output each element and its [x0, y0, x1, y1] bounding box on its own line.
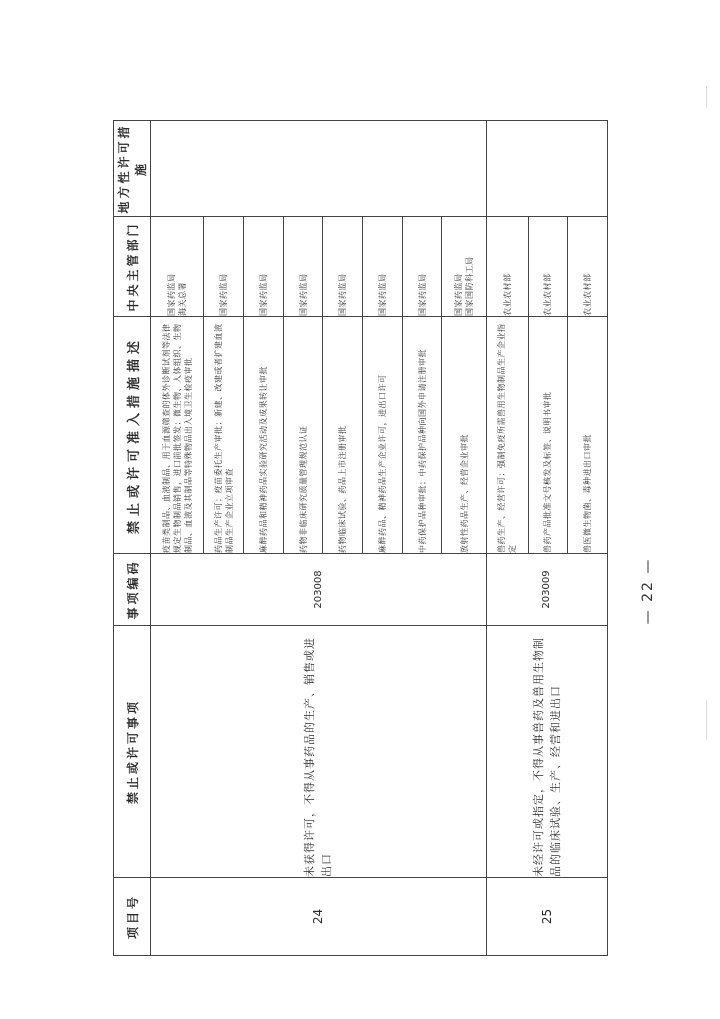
measure-cell: 兽医微生物菌、毒种进出口审批 — [568, 317, 608, 554]
header-item-name: 禁止或许可事项 — [114, 626, 151, 878]
department-cell: 农业农村部 — [528, 217, 568, 317]
department-cell: 国家药监局 — [402, 217, 442, 317]
measure-cell: 药物非临床研究质量管理规范认证 — [283, 317, 323, 554]
item-no-24: 24 — [151, 878, 487, 956]
header-local-measure: 地方性许可措施 — [114, 121, 151, 217]
measure-cell: 疫苗类制品、血液制品、用于血源筛查的体外诊断试剂等法律规定生物制品销售，进口前批签发；微生物、人体组织、生物制品、血液及其制品等特殊物品出入境卫生检疫审批 — [151, 317, 204, 554]
department-cell — [151, 217, 204, 317]
measure-cell: 药品生产许可；疫苗委托生产审批；新建、改建或者扩建血液制品生产企业立项审查 — [204, 317, 244, 554]
item-no-25: 25 — [486, 878, 607, 956]
header-item-code: 事项编码 — [114, 554, 151, 626]
measure-cell: 兽药生产、经营许可；强制免疫所需兽用生物制品生产企业指定 — [486, 317, 528, 554]
header-department: 中央主管部门 — [114, 217, 151, 317]
department-cell: 农业农村部 — [486, 217, 528, 317]
local-measure-24 — [151, 121, 487, 217]
local-measure-25 — [486, 121, 607, 217]
measure-cell: 中药保护品种审批；中药保护品种向国外申请注册审批 — [402, 317, 442, 554]
table-row — [486, 121, 528, 956]
department-cell: 国家药监局 — [283, 217, 323, 317]
permit-table — [113, 120, 608, 956]
scan-edge-mark — [706, 86, 707, 108]
department-cell: 国家药监局 — [363, 217, 403, 317]
department-cell: 农业农村部 — [568, 217, 608, 317]
measure-cell: 麻醉药品、精神药品生产企业许可，进出口许可 — [363, 317, 403, 554]
measure-cell: 药物临床试验、药品上市注册审批 — [323, 317, 363, 554]
measure-cell: 麻醉药品和精神药品实验研究活动及成果转让审批 — [243, 317, 283, 554]
measure-cell: 放射性药品生产、经营企业审批 — [442, 317, 486, 554]
department-line: 国家药监局 海关总署 — [167, 273, 188, 316]
header-item-no: 项目号 — [114, 878, 151, 956]
department-cell: 国家药监局 — [243, 217, 283, 317]
department-cell: 国家药监局 — [204, 217, 244, 317]
item-code-24: 203008 — [151, 554, 487, 626]
department-cell — [442, 217, 486, 317]
scan-edge-mark — [706, 700, 707, 740]
item-name-25: 未经许可或指定，不得从事兽药及兽用生物制品的临床试验、生产、经营和进出口 — [486, 626, 607, 878]
measure-cell: 兽药产品批准文号核发及标签、说明书审批 — [528, 317, 568, 554]
rotated-table-area — [113, 121, 656, 956]
table-header-row — [114, 121, 151, 956]
item-name-24: 未获得许可，不得从事药品的生产、销售或进出口 — [151, 626, 487, 878]
page-number: — 22 — — [640, 557, 656, 625]
header-measure: 禁止或许可准入措施描述 — [114, 317, 151, 554]
department-line: 国家药监局 国家国防科工局 — [454, 256, 475, 316]
item-code-25: 203009 — [486, 554, 607, 626]
department-cell: 国家药监局 — [323, 217, 363, 317]
table-row — [151, 121, 204, 956]
